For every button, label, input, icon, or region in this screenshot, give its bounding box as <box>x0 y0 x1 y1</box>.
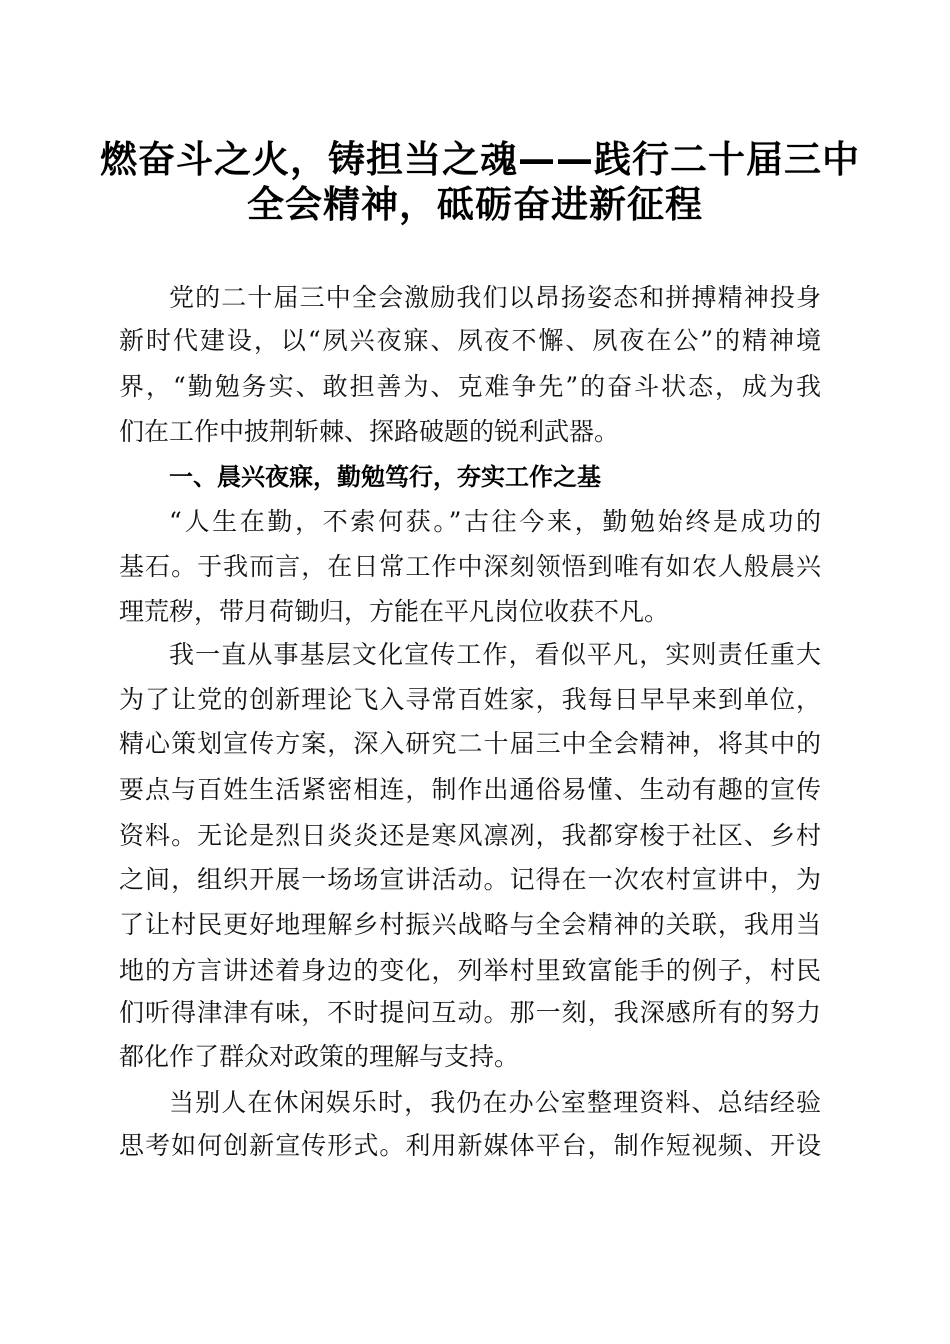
paragraph-2-line-3: 理荒秽，带月荷锄归，方能在平凡岗位收获不凡。 <box>119 597 670 626</box>
paragraph-3-line-2: 为了让党的创新理论飞入寻常百姓家，我每日早早来到单位， <box>119 685 821 714</box>
paragraph-4-line-2: 思考如何创新宣传形式。利用新媒体平台，制作短视频、开设 <box>119 1131 821 1160</box>
paragraph-3-line-10: 都化作了群众对政策的理解与支持。 <box>119 1042 520 1071</box>
paragraph-2-line-2: 基石。于我而言，在日常工作中深刻领悟到唯有如农人般晨兴 <box>119 552 821 581</box>
paragraph-3-line-9: 们听得津津有味，不时提问互动。那一刻，我深感所有的努力 <box>119 998 821 1027</box>
paragraph-3-line-8: 地的方言讲述着身边的变化，列举村里致富能手的例子，村民 <box>119 956 821 985</box>
paragraph-3-line-5: 资料。无论是烈日炎炎还是寒风凛冽，我都穿梭于社区、乡村 <box>119 821 821 850</box>
paragraph-1-line-3: 界，“勤勉务实、敢担善为、克难争先”的奋斗状态，成为我 <box>119 372 821 401</box>
paragraph-3-line-1: 我一直从事基层文化宣传工作，看似平凡，实则责任重大 <box>169 640 821 669</box>
paragraph-1-line-1: 党的二十届三中全会激励我们以昂扬姿态和拼搏精神投身 <box>169 283 821 312</box>
paragraph-4-line-1: 当别人在休闲娱乐时，我仍在办公室整理资料、总结经验 <box>169 1088 821 1117</box>
paragraph-3-line-6: 之间，组织开展一场场宣讲活动。记得在一次农村宣讲中，为 <box>119 865 821 894</box>
paragraph-1-line-2: 新时代建设，以“夙兴夜寐、夙夜不懈、夙夜在公”的精神境 <box>119 326 821 355</box>
section-heading-1: 一、晨兴夜寐，勤勉笃行，夯实工作之基 <box>169 463 601 491</box>
document-title-line-2: 全会精神，砥砺奋进新征程 <box>247 183 703 226</box>
paragraph-1-line-4: 们在工作中披荆斩棘、探路破题的锐利武器。 <box>119 417 620 446</box>
document-title-line-1: 燃奋斗之火，铸担当之魂——践行二十届三中 <box>100 138 860 181</box>
paragraph-3-line-3: 精心策划宣传方案，深入研究二十届三中全会精神，将其中的 <box>119 729 821 758</box>
paragraph-3-line-7: 了让村民更好地理解乡村振兴战略与全会精神的关联，我用当 <box>119 910 821 939</box>
paragraph-2-line-1: “人生在勤，不索何获。”古往今来，勤勉始终是成功的 <box>169 507 821 536</box>
paragraph-3-line-4: 要点与百姓生活紧密相连，制作出通俗易懂、生动有趣的宣传 <box>119 775 821 804</box>
